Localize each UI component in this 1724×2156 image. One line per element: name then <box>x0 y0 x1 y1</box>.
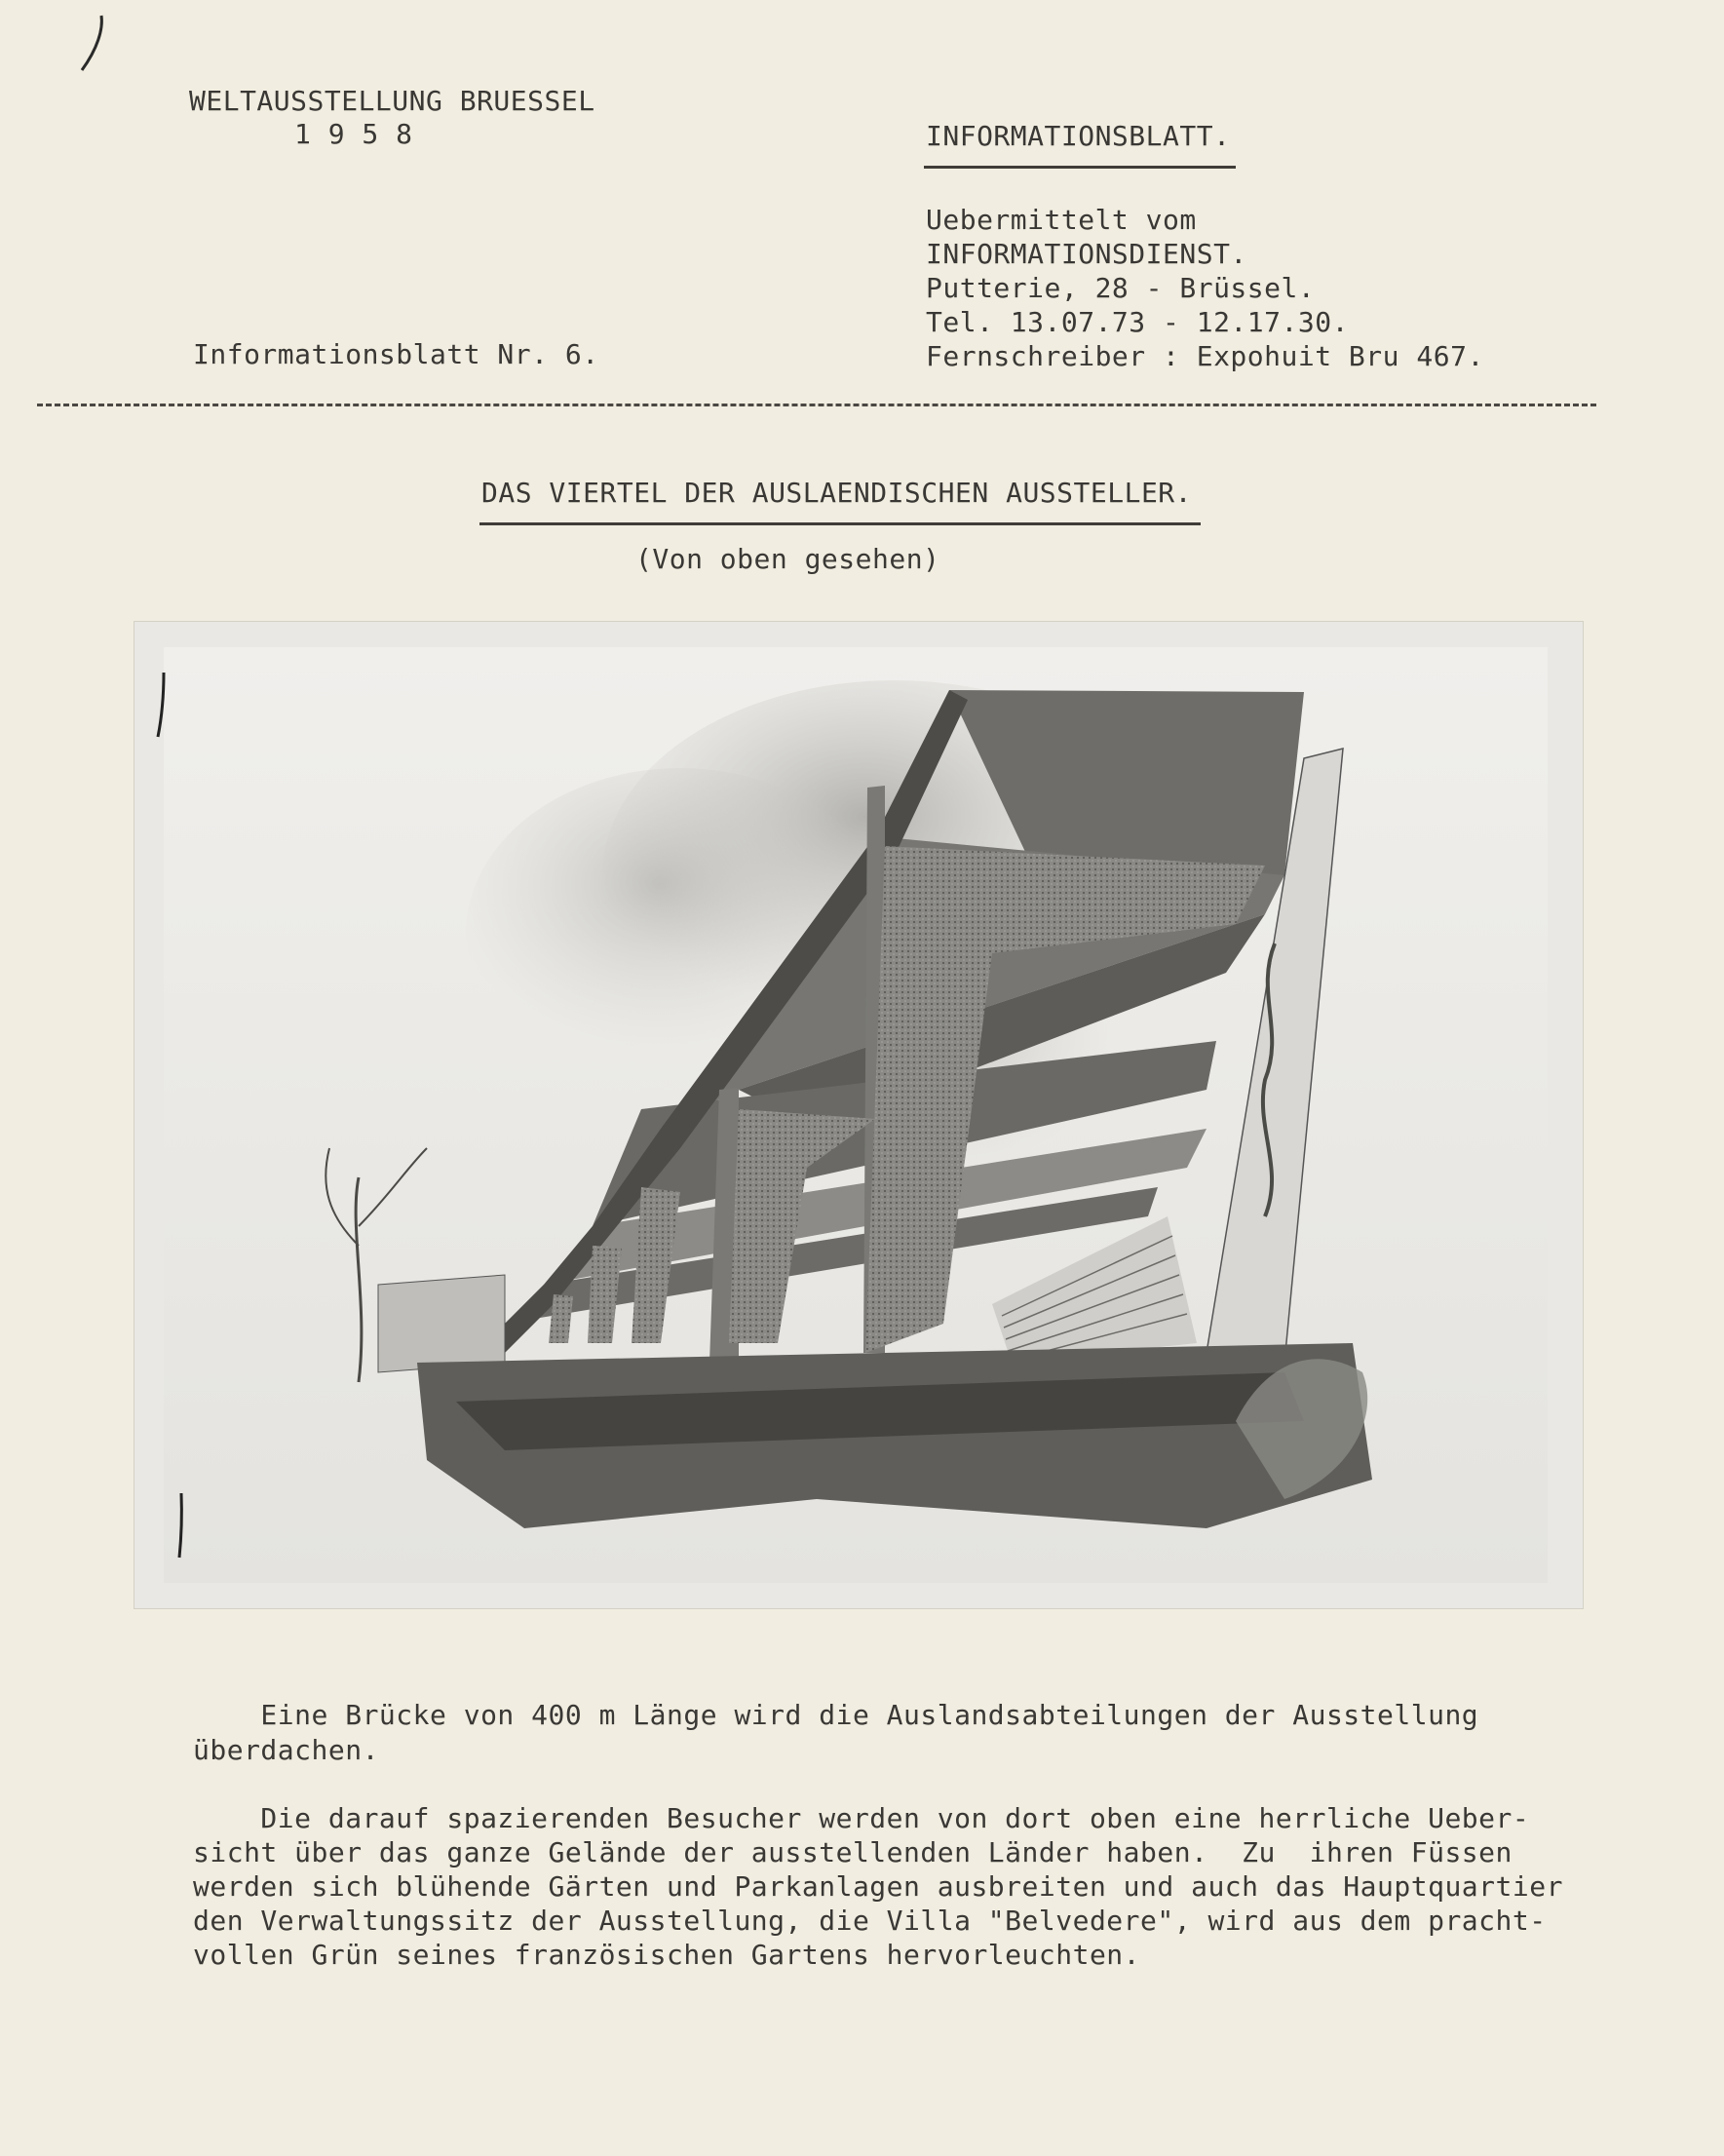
mounted-photograph <box>134 622 1583 1608</box>
sender-line-5: Fernschreiber : Expohuit Bru 467. <box>926 340 1484 372</box>
body-line: überdachen. <box>193 1734 379 1766</box>
body-line: werden sich blühende Gärten und Parkanlagen ausbreiten und auch das Hauptquartier <box>193 1870 1563 1903</box>
pencil-mark <box>172 1489 191 1567</box>
document-title: DAS VIERTEL DER AUSLAENDISCHEN AUSSTELLER. <box>481 477 1193 509</box>
title-underline <box>479 522 1201 525</box>
document-type: INFORMATIONSBLATT. <box>926 120 1231 152</box>
sender-line-3: Putterie, 28 - Brüssel. <box>926 272 1316 304</box>
sender-line-1: Uebermittelt vom <box>926 204 1197 236</box>
body-line: Die darauf spazierenden Besucher werden von dort oben eine herrliche Ueber- <box>193 1802 1530 1834</box>
bridge-sketch <box>134 622 1583 1608</box>
sender-line-4: Tel. 13.07.73 - 12.17.30. <box>926 306 1349 338</box>
bulletin-number: Informationsblatt Nr. 6. <box>193 338 599 370</box>
exhibition-year: 1 9 5 8 <box>294 118 413 150</box>
document-type-underline <box>924 166 1236 169</box>
exhibition-name: WELTAUSSTELLUNG BRUESSEL <box>189 85 595 117</box>
body-line: sicht über das ganze Gelände der ausstellenden Länder haben. Zu ihren Füssen <box>193 1836 1513 1868</box>
document-subtitle: (Von oben gesehen) <box>635 543 940 575</box>
header-divider <box>37 404 1596 406</box>
body-line: Eine Brücke von 400 m Länge wird die Auslandsabteilungen der Ausstellung <box>193 1699 1479 1731</box>
pencil-mark <box>68 10 117 78</box>
body-line: vollen Grün seines französischen Gartens hervorleuchten. <box>193 1939 1141 1971</box>
pencil-mark <box>152 669 172 747</box>
sender-line-2: INFORMATIONSDIENST. <box>926 238 1247 270</box>
body-line: den Verwaltungssitz der Ausstellung, die Villa "Belvedere", wird aus dem pracht- <box>193 1905 1547 1937</box>
